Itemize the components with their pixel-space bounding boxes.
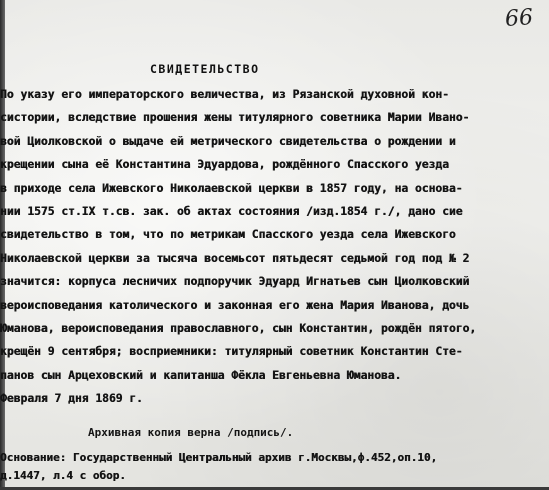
body-line: панов сын Арцеховский и капитанша Фёкла Евгеньевна Юманова. (0, 368, 402, 382)
body-line: нии 1575 ст.IX т.св. зак. об актах состояния /изд.1854 г./, дано сие (0, 204, 463, 218)
document-date: Февраля 7 дня 1869 г. (0, 392, 143, 406)
body-line: крещении сына её Константина Эдуардова, рождённого Спасского уезда (0, 158, 449, 172)
body-line: свидетельство в том, что по метрикам Спасского уезда села Ижевского (0, 228, 456, 242)
document-body (0, 83, 549, 410)
body-line: систории, вследствие прошения жены титулярного советника Марии Ивано- (0, 111, 470, 125)
body-line: крещён 9 сентября; восприемники: титулярный советник Константин Сте- (0, 345, 463, 359)
document-title: СВИДЕТЕЛЬСТВО (150, 62, 260, 76)
basis-line: д.1447, л.4 с обор. (0, 469, 126, 482)
archive-copy-note: Архивная копия верна /подпись/. (88, 426, 294, 439)
body-line: вой Циолковской о выдаче ей метрического свидетельства о рождении и (0, 134, 456, 148)
body-line: значится: корпуса лесничих подпоручик Эдуард Игнатьев сын Циолковский (0, 275, 470, 289)
body-line: По указу его императорского величества, из Рязанской духовной кон- (0, 88, 449, 101)
archive-basis (0, 449, 549, 485)
body-line: вероисповедания католического и законная его жена Мария Иванова, дочь (0, 298, 470, 312)
handwritten-page-number: 66 (504, 5, 534, 32)
body-line: Юманова, вероисповедания православного, сын Константин, рождён пятого, (0, 321, 477, 335)
body-line: в приходе села Ижевского Николаевской церкви в 1857 году, на основа- (0, 181, 463, 195)
body-line: Николаевской церкви за тысяча восемьсот пятьдесят седьмой год под № 2 (0, 251, 470, 265)
basis-line: Основание: Государственный Центральный архив г.Москвы,ф.452,оп.10, (0, 451, 438, 464)
